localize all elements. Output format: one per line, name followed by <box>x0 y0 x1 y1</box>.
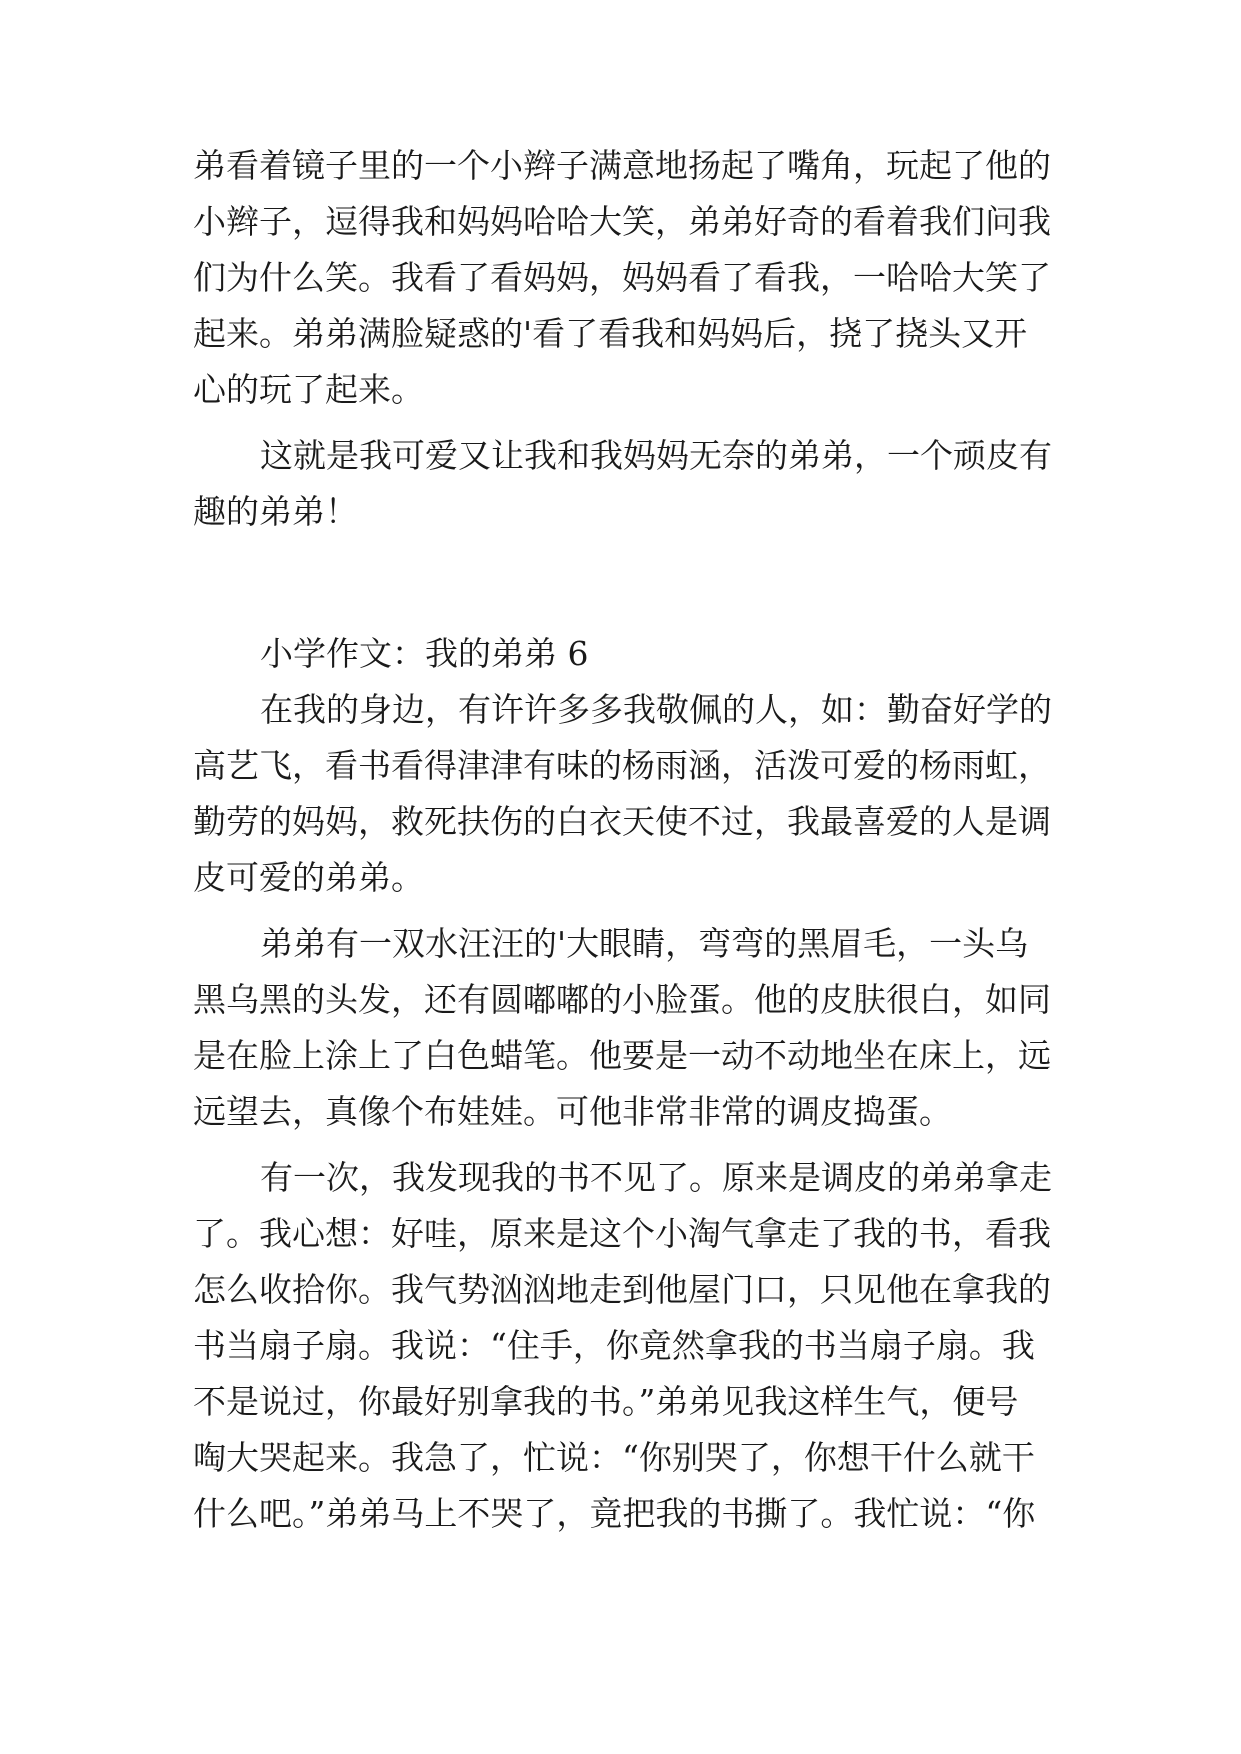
text-line <box>0 848 1241 908</box>
text-line-content: 趣的弟弟！ <box>193 492 358 531</box>
text-line-content: 这就是我可爱又让我和我妈妈无奈的弟弟，一个顽皮有 <box>260 436 1052 475</box>
text-line <box>0 1148 1241 1208</box>
text-line-content: 什么吧。”弟弟马上不哭了，竟把我的书撕了。我忙说：“你 <box>193 1494 1036 1533</box>
text-line-content: 弟弟有一双水汪汪的'大眼睛，弯弯的黑眉毛，一头乌 <box>260 924 1029 963</box>
text-line-content: 书当扇子扇。我说：“住手，你竟然拿我的书当扇子扇。我 <box>193 1326 1035 1365</box>
text-line <box>0 1428 1241 1488</box>
text-line-content: 黑乌黑的头发，还有圆嘟嘟的小脸蛋。他的皮肤很白，如同 <box>193 980 1051 1019</box>
text-line-content: 弟看着镜子里的一个小辫子满意地扬起了嘴角，玩起了他的 <box>193 146 1051 185</box>
essay-title-text: 小学作文：我的弟弟 6 <box>260 634 589 673</box>
text-line <box>0 1316 1241 1376</box>
text-line-content: 勤劳的妈妈，救死扶伤的白衣天使不过，我最喜爱的人是调 <box>193 802 1051 841</box>
text-line-content: 小辫子，逗得我和妈妈哈哈大笑，弟弟好奇的看着我们问我 <box>193 202 1051 241</box>
text-line-content: 是在脸上涂上了白色蜡笔。他要是一动不动地坐在床上，远 <box>193 1036 1051 1075</box>
text-line-content: 在我的身边，有许许多多我敬佩的人，如：勤奋好学的 <box>260 690 1052 729</box>
text-line <box>0 1484 1241 1544</box>
text-line <box>0 482 1241 542</box>
text-line-content: 起来。弟弟满脸疑惑的'看了看我和妈妈后，挠了挠头又开 <box>193 314 1028 353</box>
text-line <box>0 304 1241 364</box>
text-line <box>0 970 1241 1030</box>
text-line <box>0 1260 1241 1320</box>
text-line <box>0 360 1241 420</box>
essay-title <box>0 624 1241 684</box>
text-line-content: 不是说过，你最好别拿我的书。”弟弟见我这样生气，便号 <box>193 1382 1019 1421</box>
text-line <box>0 1372 1241 1432</box>
text-line <box>0 192 1241 252</box>
text-line <box>0 136 1241 196</box>
text-line <box>0 914 1241 974</box>
text-line-content: 有一次，我发现我的书不见了。原来是调皮的弟弟拿走 <box>260 1158 1052 1197</box>
text-line <box>0 426 1241 486</box>
text-line-content: 心的玩了起来。 <box>193 370 424 409</box>
text-line <box>0 1026 1241 1086</box>
text-line-content: 皮可爱的弟弟。 <box>193 858 424 897</box>
text-line-content: 了。我心想：好哇，原来是这个小淘气拿走了我的书，看我 <box>193 1214 1051 1253</box>
text-line <box>0 680 1241 740</box>
text-line-content: 啕大哭起来。我急了，忙说：“你别哭了，你想干什么就干 <box>193 1438 1035 1477</box>
text-line <box>0 1082 1241 1142</box>
text-line-content: 高艺飞，看书看得津津有味的杨雨涵，活泼可爱的杨雨虹， <box>193 746 1051 785</box>
text-line <box>0 792 1241 852</box>
text-line <box>0 248 1241 308</box>
text-line-content: 远望去，真像个布娃娃。可他非常非常的调皮捣蛋。 <box>193 1092 952 1131</box>
text-line <box>0 736 1241 796</box>
text-line <box>0 1204 1241 1264</box>
text-line-content: 怎么收拾你。我气势汹汹地走到他屋门口，只见他在拿我的 <box>193 1270 1051 1309</box>
text-line-content: 们为什么笑。我看了看妈妈，妈妈看了看我，一哈哈大笑了 <box>193 258 1051 297</box>
